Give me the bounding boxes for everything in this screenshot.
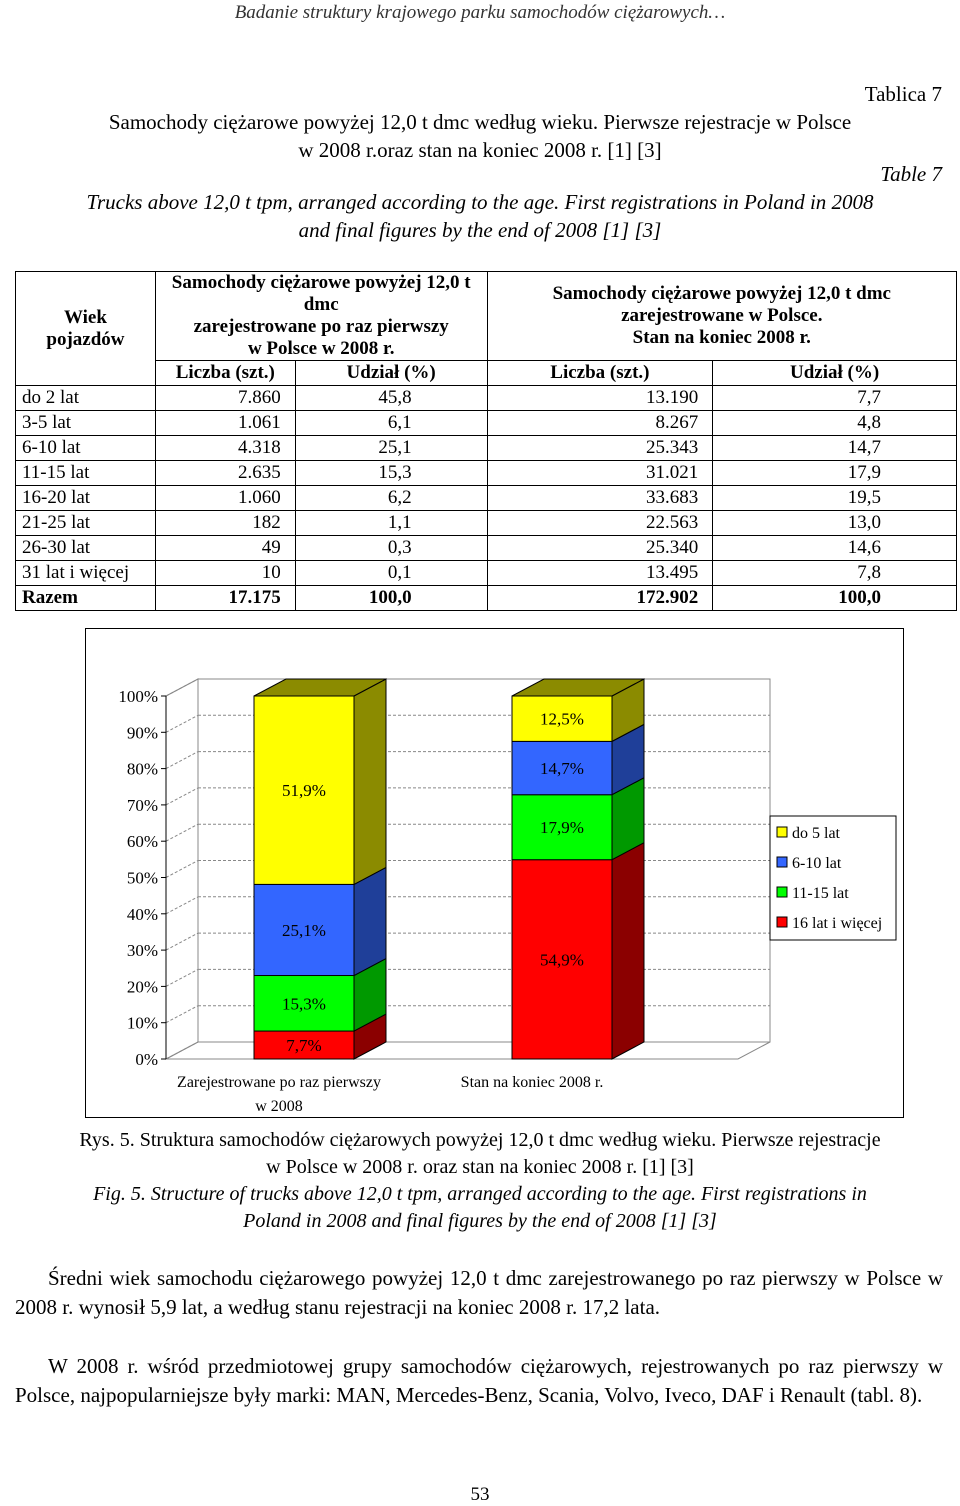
count-2008-cell: 10 — [155, 561, 295, 586]
count-end-cell: 8.267 — [487, 411, 713, 436]
table-row — [16, 436, 957, 461]
share-2008-cell: 45,8 — [295, 386, 487, 411]
share-2008-cell: 15,3 — [295, 461, 487, 486]
figure-caption-pl — [0, 1127, 960, 1181]
age-group-cell: 26-30 lat — [16, 536, 156, 561]
legend-label: 6-10 lat — [792, 855, 842, 872]
age-group-cell: 3-5 lat — [16, 411, 156, 436]
y-tick-label: 40% — [126, 904, 158, 924]
group1-line3: w Polsce w 2008 r. — [247, 338, 395, 359]
share-2008-cell: 0,3 — [295, 536, 487, 561]
table-row — [16, 561, 957, 586]
table-row — [16, 511, 957, 536]
y-tick-label: 10% — [126, 1013, 158, 1033]
age-group-cell: 16-20 lat — [16, 486, 156, 511]
age-group-cell: 11-15 lat — [16, 461, 156, 486]
share-2008-cell: 6,1 — [295, 411, 487, 436]
table-row — [16, 461, 957, 486]
total-share-2008: 100,0 — [295, 586, 487, 611]
y-tick-label: 80% — [126, 759, 158, 779]
total-count-2008: 17.175 — [155, 586, 295, 611]
body-paragraph-2: W 2008 r. wśród przedmiotowej grupy samochodów ciężarowych, rejestrowanych po raz pierwszy w Polsce, najpopularniejsze były marki: MAN, Mercedes-Benz, Scania, Volvo, Iveco, DAF i Renault (tabl. 8). — [15, 1354, 943, 1407]
total-label: Razem — [16, 586, 156, 611]
bar-side — [354, 867, 386, 975]
category-label: Zarejestrowane po raz pierwszy — [177, 1074, 381, 1091]
table-title-pl-line1: Samochody ciężarowe powyżej 12,0 t dmc według wieku. Pierwsze rejestracje w Polsce — [108, 110, 852, 134]
share-end-cell: 4,8 — [713, 411, 957, 436]
total-share-end: 100,0 — [713, 586, 957, 611]
first-registrations-header — [155, 272, 487, 361]
count-2008-cell: 182 — [155, 511, 295, 536]
share-end-cell: 7,7 — [713, 386, 957, 411]
count-end-cell: 13.190 — [487, 386, 713, 411]
data-label: 14,7% — [540, 759, 584, 779]
data-label: 54,9% — [540, 950, 584, 970]
table-number-pl: Tablica 7 — [864, 82, 942, 106]
share-header: Udział (%) — [295, 361, 487, 386]
chart-frame — [85, 628, 904, 1118]
y-tick-label: 90% — [126, 723, 158, 743]
count-header: Liczba (szt.) — [487, 361, 713, 386]
age-group-cell: 31 lat i więcej — [16, 561, 156, 586]
body-paragraph-1: Średni wiek samochodu ciężarowego powyżej 12,0 t dmc zarejestrowanego po raz pierwszy w Polsce w 2008 r. wynosił 5,9 lat, a według stanu rejestracji na koniec 2008 r. 17,2 lata. — [15, 1266, 943, 1319]
y-tick-label: 100% — [118, 687, 158, 706]
share-end-cell: 14,6 — [713, 536, 957, 561]
table-title-pl-line2: w 2008 r.oraz stan na koniec 2008 r. [1] [3] — [298, 138, 662, 162]
count-end-cell: 31.021 — [487, 461, 713, 486]
count-header: Liczba (szt.) — [155, 361, 295, 386]
age-group-cell: 6-10 lat — [16, 436, 156, 461]
legend-label: 11-15 lat — [792, 885, 849, 902]
table-title-pl — [0, 108, 960, 164]
category-label: w 2008 — [255, 1098, 303, 1115]
count-end-cell: 22.563 — [487, 511, 713, 536]
side-wall — [166, 679, 198, 1059]
count-2008-cell: 1.060 — [155, 486, 295, 511]
share-end-cell: 13,0 — [713, 511, 957, 536]
share-end-cell: 19,5 — [713, 486, 957, 511]
count-2008-cell: 7.860 — [155, 386, 295, 411]
data-label: 51,9% — [282, 781, 326, 801]
legend-label: 16 lat i więcej — [792, 915, 883, 932]
data-label: 25,1% — [282, 920, 326, 940]
data-label: 15,3% — [282, 994, 326, 1014]
group2-line1: Samochody ciężarowe powyżej 12,0 t dmc — [552, 283, 891, 304]
figure-caption-pl-line2: w Polsce w 2008 r. oraz stan na koniec 2008 r. [1] [3] — [266, 1156, 694, 1178]
age-structure-table — [15, 271, 957, 611]
legend-swatch — [777, 827, 787, 837]
figure-caption-pl-line1: Rys. 5. Struktura samochodów ciężarowych powyżej 12,0 t dmc według wieku. Pierwsze rejestracje — [79, 1129, 881, 1151]
data-label: 7,7% — [286, 1036, 322, 1056]
count-2008-cell: 4.318 — [155, 436, 295, 461]
figure-caption-en-line2: Poland in 2008 and final figures by the end of 2008 [1] [3] — [243, 1210, 717, 1232]
table-row — [16, 536, 957, 561]
legend-swatch — [777, 887, 787, 897]
running-header: Badanie struktury krajowego parku samochodów ciężarowych… — [234, 2, 726, 23]
bar-side — [612, 843, 644, 1059]
count-end-cell: 25.343 — [487, 436, 713, 461]
y-tick-label: 20% — [126, 977, 158, 997]
table-row — [16, 386, 957, 411]
legend-label: do 5 lat — [792, 825, 840, 842]
share-2008-cell: 6,2 — [295, 486, 487, 511]
table-title-en — [0, 188, 960, 244]
share-2008-cell: 25,1 — [295, 436, 487, 461]
legend-swatch — [777, 917, 787, 927]
y-tick-label: 60% — [126, 832, 158, 852]
y-tick-label: 0% — [135, 1050, 158, 1069]
share-end-cell: 14,7 — [713, 436, 957, 461]
age-header-line2: pojazdów — [46, 328, 125, 350]
page-number: 53 — [470, 1484, 490, 1505]
age-group-cell: 21-25 lat — [16, 511, 156, 536]
share-header: Udział (%) — [713, 361, 957, 386]
share-2008-cell: 1,1 — [295, 511, 487, 536]
count-2008-cell: 49 — [155, 536, 295, 561]
table-number-en: Table 7 — [880, 162, 942, 186]
age-group-cell: do 2 lat — [16, 386, 156, 411]
group1-line2: zarejestrowane po raz pierwszy — [193, 316, 449, 337]
category-label: Stan na koniec 2008 r. — [460, 1074, 604, 1091]
data-label: 17,9% — [540, 818, 584, 838]
end-of-year-header — [487, 272, 956, 361]
data-label: 12,5% — [540, 709, 584, 729]
group2-line3: Stan na koniec 2008 r. — [632, 327, 811, 348]
count-end-cell: 25.340 — [487, 536, 713, 561]
bar-side — [354, 679, 386, 884]
group1-line1: Samochody ciężarowe powyżej 12,0 t dmc — [171, 272, 471, 315]
count-2008-cell: 1.061 — [155, 411, 295, 436]
age-structure-chart — [86, 629, 903, 1117]
share-2008-cell: 0,1 — [295, 561, 487, 586]
legend-swatch — [777, 857, 787, 867]
table-title-en-line1: Trucks above 12,0 t tpm, arranged according to the age. First registrations in Poland in 2008 — [86, 190, 874, 214]
figure-caption-en — [0, 1181, 960, 1235]
age-column-header — [16, 272, 156, 386]
group2-line2: zarejestrowane w Polsce. — [621, 305, 823, 326]
table-row — [16, 411, 957, 436]
y-tick-label: 30% — [126, 941, 158, 961]
total-row — [16, 586, 957, 611]
share-end-cell: 17,9 — [713, 461, 957, 486]
y-tick-label: 50% — [126, 868, 158, 888]
y-tick-label: 70% — [126, 795, 158, 815]
share-end-cell: 7,8 — [713, 561, 957, 586]
table-title-en-line2: and final figures by the end of 2008 [1] [3] — [298, 218, 662, 242]
count-end-cell: 33.683 — [487, 486, 713, 511]
age-header-line1: Wiek — [63, 306, 107, 328]
count-2008-cell: 2.635 — [155, 461, 295, 486]
table-row — [16, 486, 957, 511]
figure-caption-en-line1: Fig. 5. Structure of trucks above 12,0 t tpm, arranged according to the age. First registrations in — [93, 1183, 867, 1205]
count-end-cell: 13.495 — [487, 561, 713, 586]
total-count-end: 172.902 — [487, 586, 713, 611]
